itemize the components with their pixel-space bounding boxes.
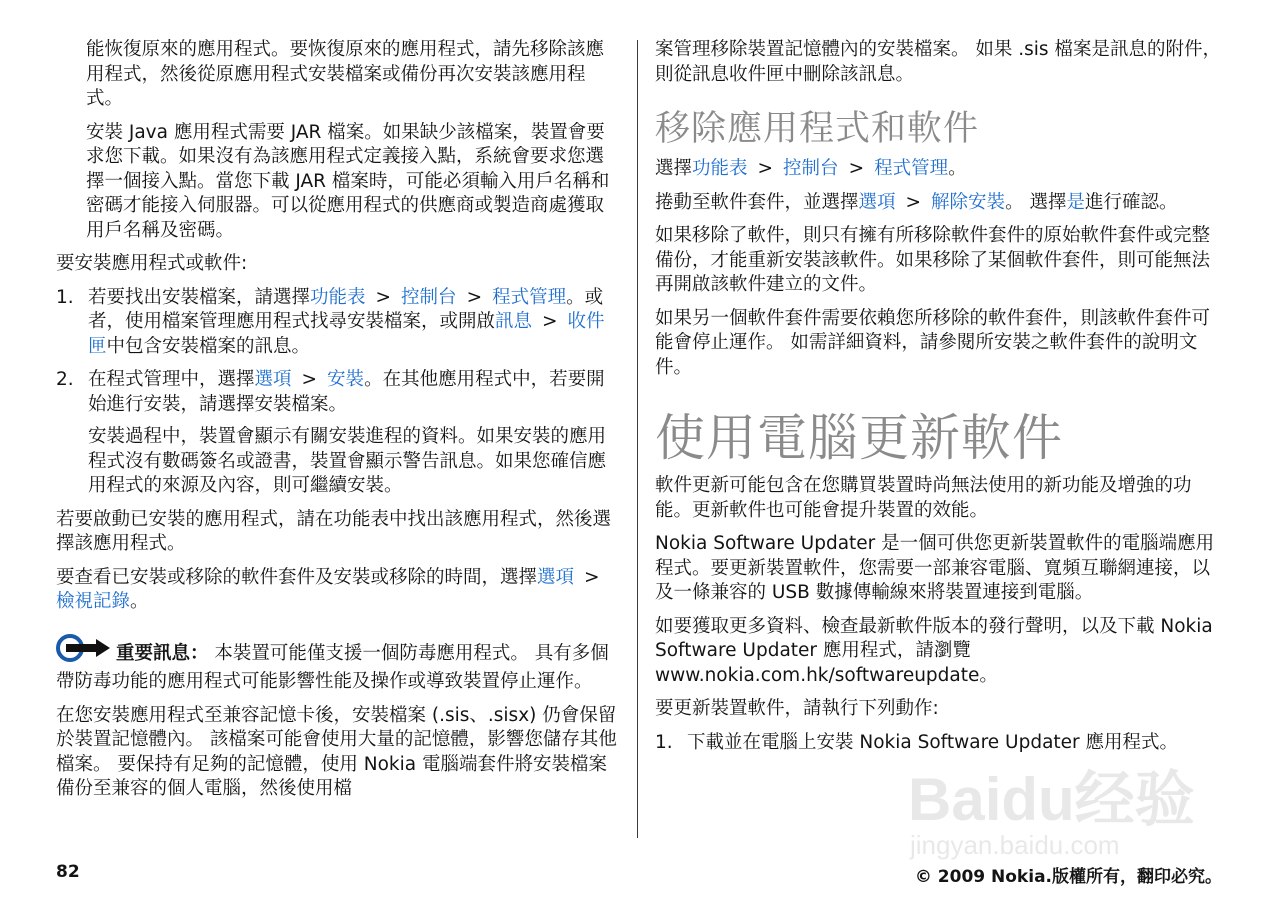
path-separator: > bbox=[757, 158, 774, 179]
menu-path-link[interactable]: 選項 bbox=[858, 191, 896, 213]
list-number: 1. bbox=[655, 731, 673, 753]
list-item-text: 若要找出安裝檔案，請選擇功能表 > 控制台 > 程式管理。或者，使用檔案管理應用程式找尋安裝檔案，或開啟訊息 > 收件匣中包含安裝檔案的訊息。 bbox=[88, 286, 605, 357]
copyright-notice: © 2009 Nokia.版權所有，翻印必究。 bbox=[914, 867, 1222, 887]
menu-path-link[interactable]: 程式管理 bbox=[492, 286, 567, 308]
install-steps-list bbox=[56, 286, 622, 499]
paragraph: 如果移除了軟件，則只有擁有所移除軟件套件的原始軟件套件或完整備份，才能重新安裝該軟件。如果移除了某個軟件套件，則可能無法再開啟該軟件建立的文件。 bbox=[655, 225, 1211, 295]
path-separator: > bbox=[375, 286, 392, 308]
column-divider bbox=[637, 40, 638, 838]
path-separator: > bbox=[584, 566, 600, 588]
menu-path-link[interactable]: 收件匣 bbox=[88, 311, 605, 357]
page-number: 82 bbox=[56, 862, 80, 882]
menu-path-link[interactable]: 控制台 bbox=[783, 158, 839, 179]
list-number: 2. bbox=[56, 369, 74, 390]
important-notice bbox=[56, 633, 622, 695]
menu-path-link[interactable]: 訊息 bbox=[495, 311, 533, 332]
menu-path-link[interactable]: 檢視記錄 bbox=[56, 591, 131, 612]
list-item-text: 下載並在電腦上安裝 Nokia Software Updater 應用程式。 bbox=[687, 731, 1179, 753]
paragraph: 選擇功能表 > 控制台 > 程式管理。 bbox=[655, 157, 1223, 182]
right-column bbox=[655, 38, 1223, 764]
list-item-text: 在程式管理中，選擇選項 > 安裝。在其他應用程式中，若要開始進行安裝，請選擇安裝檔案。 bbox=[88, 369, 605, 415]
paragraph: 要更新裝置軟件，請執行下列動作: bbox=[655, 698, 939, 719]
list-item bbox=[56, 368, 622, 499]
path-separator: > bbox=[301, 369, 318, 390]
paragraph: 捲動至軟件套件，並選擇選項 > 解除安裝。 選擇是進行確認。 bbox=[655, 191, 1223, 216]
list-item bbox=[56, 286, 622, 360]
watermark-url: jingyan.baidu.com bbox=[910, 830, 1120, 860]
menu-path-link[interactable]: 是 bbox=[1066, 191, 1085, 213]
list-item-text: 安裝過程中，裝置會顯示有關安裝進程的資料。如果安裝的應用程式沒有數碼簽名或證書，裝置會顯示警告訊息。如果您確信應用程式的來源及內容，則可繼續安裝。 bbox=[88, 426, 607, 496]
list-number: 1. bbox=[56, 286, 74, 308]
paragraph: 要查看已安裝或移除的軟件套件及安裝或移除的時間，選擇選項 >檢視記錄。 bbox=[56, 566, 600, 612]
paragraph: 要安裝應用程式或軟件: bbox=[56, 253, 248, 274]
paragraph: 能恢復原來的應用程式。要恢復原來的應用程式，請先移除該應用程式，然後從原應用程式安裝檔案或備份再次安裝該應用程式。 bbox=[86, 39, 605, 109]
menu-path-link[interactable]: 程式管理 bbox=[874, 158, 949, 179]
path-separator: > bbox=[466, 286, 483, 308]
paragraph: 如果另一個軟件套件需要依賴您所移除的軟件套件，則該軟件套件可能會停止運作。 如需詳細資料，請參閱所安裝之軟件套件的說明文件。 bbox=[655, 307, 1211, 378]
watermark-logo: Baidu经验 bbox=[908, 766, 1195, 833]
path-separator: > bbox=[542, 311, 558, 332]
paragraph: 案管理移除裝置記憶體內的安裝檔案。 如果 .sis 檔案是訊息的附件，則從訊息收件匣中刪除該訊息。 bbox=[655, 39, 1221, 85]
left-column bbox=[56, 38, 622, 811]
menu-path-link[interactable]: 控制台 bbox=[401, 286, 457, 308]
path-separator: > bbox=[848, 158, 865, 179]
path-separator: > bbox=[905, 191, 922, 213]
paragraph: 若要啟動已安裝的應用程式，請在功能表中找出該應用程式，然後選擇該應用程式。 bbox=[56, 508, 612, 554]
chapter-heading: 使用電腦更新軟件 bbox=[655, 409, 1063, 467]
menu-path-link[interactable]: 安裝 bbox=[327, 369, 365, 390]
notice-label: 重要訊息： bbox=[116, 642, 209, 664]
menu-path-link[interactable]: 功能表 bbox=[310, 286, 366, 308]
notice-text: 本裝置可能僅支援一個防毒應用程式。 具有多個帶防毒功能的應用程式可能影響性能及操作或導致裝置停止運作。 bbox=[56, 642, 609, 692]
paragraph: 安裝 Java 應用程式需要 JAR 檔案。如果缺少該檔案，裝置會要求您下載。如果沒有為該應用程式定義接入點，系統會要求您選擇一個接入點。當您下載 JAR 檔案時，可能必須輸入用戶名稱和密碼才能接入伺服器。可以從應用程式的供應商或製造商處獲取用戶名稱及密碼。 bbox=[86, 121, 610, 241]
paragraph: Nokia Software Updater 是一個可供您更新裝置軟件的電腦端應用程式。要更新裝置軟件，您需要一部兼容電腦、寬頻互聯網連接，以及一條兼容的 USB 數據傳輸線來將裝置連接到電腦。 bbox=[655, 533, 1215, 603]
menu-path-link[interactable]: 功能表 bbox=[692, 158, 748, 179]
paragraph: 軟件更新可能包含在您購買裝置時尚無法使用的新功能及增強的功能。更新軟件也可能會提升裝置的效能。 bbox=[655, 475, 1192, 521]
paragraph: 如要獲取更多資料、檢查最新軟件版本的發行聲明，以及下載 Nokia Software Updater 應用程式，請瀏覽www.nokia.com.hk/softwareupdate。 bbox=[655, 615, 1213, 686]
pointing-hand-icon bbox=[56, 633, 112, 671]
url-text: www.nokia.com.hk/softwareupdate bbox=[655, 664, 980, 686]
section-heading: 移除應用程式和軟件 bbox=[655, 109, 980, 149]
menu-path-link[interactable]: 選項 bbox=[254, 369, 292, 390]
menu-path-link[interactable]: 選項 bbox=[537, 566, 575, 588]
watermark bbox=[900, 730, 1200, 880]
paragraph: 在您安裝應用程式至兼容記憶卡後，安裝檔案 (.sis、.sisx) 仍會保留於裝置記憶體內。 該檔案可能會使用大量的記憶體，影響您儲存其他檔案。 要保持有足夠的記憶體，使用 Nokia 電腦端套件將安裝檔案備份至兼容的個人電腦，然後使用檔 bbox=[56, 704, 617, 799]
menu-path-link[interactable]: 解除安裝 bbox=[931, 191, 1006, 213]
